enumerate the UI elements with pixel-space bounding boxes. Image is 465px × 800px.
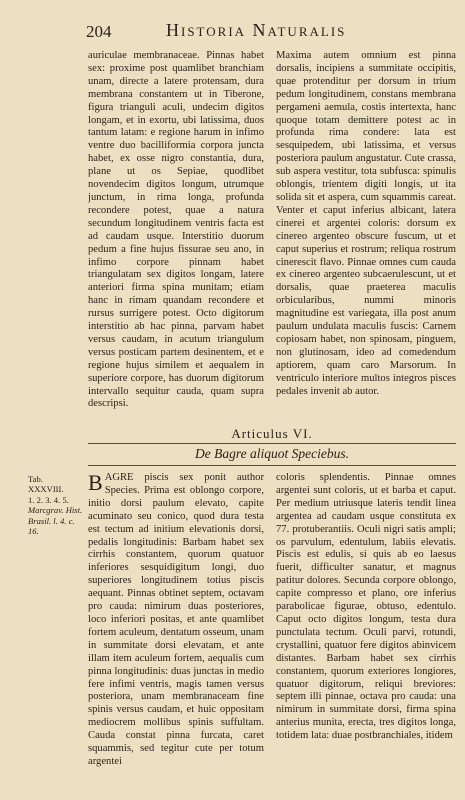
top-right-column xyxy=(276,50,456,422)
article-heading: Articulus VI. xyxy=(231,426,313,441)
running-title: Historia Naturalis xyxy=(166,20,347,40)
top-right-paragraph: Maxima autem omnium est pinna dorsalis, incipiens a summitate occipitis, quae protenditur per dorsum in trium pedum longitudinem, constans membrana pergameni aemula, costis intertexta, hanc quoque totam demittere potest ac in profunda rima condere: lata est sesquipedem, ubi latissima, et versus posteriora paulum angustatur. Cute crassa, sub aspera vestitur, tota subfusca: spinulis oblongis, trientem digiti longis, ut ita solida sit et aspera, cum squammis careat. Venter et caput inferius albicant, latera cinerei et argentei coloris: dorsum ex cinereo argenteo obscure fuscum, ut et caput superius et rostrum; reliqua rostrum cinerescit flavo. Pinnae omnes cum cauda ex cinereo argenteo subcaerulescunt, ut et dorsalis, quae praeterea maculis orbicularibus, nummi minoris magnitudine est variegata, illa post anum paulum undulata maculis fuscis: Carnem copiosam habet, non spinosam, pinguem, non glutinosam, ideo ad comedendum aptiorem, quam caro Marsorum. In ventriculo interiore multos integros pisces pedales invenit ab autor. xyxy=(276,50,456,397)
bottom-right-column xyxy=(276,472,456,788)
margin-note xyxy=(28,474,86,536)
margin-ref-label: Tab. xyxy=(28,474,43,484)
bottom-left-paragraph: AGRE piscis sex ponit author Species. Prima est oblongo corpore, initio dorsi paulum elevato, capite acuminato seu conico, quod dura testa est tectum ad initium elevationis dorsi, pedalis longitudinis: Barbam habet sex cirrhis constantem, quorum quatuor inferiores sesquidigitum longi, duo superiores longitudinem totius piscis aequant. Pinnas obtinet septem, octavam pro cauda: nimirum duas posteriores, loco inferiori positas, et ante quamlibet fortem aculeum, dentatum osseum, unam in summitate dorsi elevatam, et ante illam item aculeum fortem, aequalis cum pinna longitudinis: duas junctas in medio fere infimi ventris, magis tamen versus posteriora, unam membranaceam fine spinis versus caudam, et huic oppositam mediocrem mollibus spinis suffultam. Cauda constat pinna furcata, caret squammis, sed tegitur cute per totum argentei xyxy=(88,472,264,767)
top-left-column xyxy=(88,50,264,422)
heading-rule-bottom xyxy=(88,465,456,466)
margin-ref-number: XXXVIII. xyxy=(28,484,64,495)
bottom-left-column xyxy=(88,472,264,788)
margin-ref-figs: 1. 2. 3. 4. 5. xyxy=(28,494,69,505)
article-subheading: De Bagre aliquot Speciebus. xyxy=(195,446,349,461)
heading-rule-top xyxy=(88,443,456,444)
drop-cap: B xyxy=(88,472,103,495)
running-header xyxy=(0,20,465,46)
top-left-paragraph: auriculae membranaceae. Pinnas habet sex: proxime post quamlibet branchiam unam, directe a latere protensam, dura membrana constantem ut in Tiberone, figura trianguli aculi, undecim digitos longam, et in exortu, ubi latissima, duos tantum latam: e regione harum in infimo ventre duo bacilliformia corpora juncta habet, ex osse nigro constantia, dura, plane ut os Sepiae, quodlibet novendecim digitos longum, utrumque junctum, in rima longa, profunda recondere potest, quae a natura secundum longitudinem ventris facta est ad caudam usque. Interstitio duorum pedum a fine hujus fissurae seu ano, in infimo corpore pinnam habet triangulatam sex digitos longam, latere anteriori firma spina munitam; etiam hanc in rimam quandam recondere et rursus surrigere potest. Octo digitorum interstitio ab hac pinna, parvam habet versus caudam, in acutum triangulum versus posticam partem desinentem, et e regione hujus similem et aequalem in superiore corpore, has duorum digitorum intervallo sequitur cauda, quam supra descripsi. xyxy=(88,50,264,410)
margin-source: Marcgrav. Hist. Brasil. l. 4. c. 16. xyxy=(28,505,83,537)
bottom-right-paragraph: coloris splendentis. Pinnae omnes argentei sunt coloris, ut et barba et caput. Per medium utriusque lateris tendit linea argentea ad caudam usque constituta ex 77. protuberantiis. Oculi nigri satis ampli; os parvulum, edentulum, labiis elevatis. Piscis est edulis, si quis ab eo laesus fuerit, difficulter sanatur, et magnus patitur dolores. Secunda corpore oblongo, capite compresso et plano, ore inferius parabolicae figurae, obtuso, edentulo. Caput octo digitos longum, testa dura punctulata tectum. Oculi parvi, rotundi, crystallini, quatuor fere digitos abinvicem distantes. Barbam habet sex cirrhis constantem, quorum exteriores longiores, quatuor digitorum, reliqui breviores: septem illi pinnae, octava pro cauda: una nimirum in summitate dorsi, firma spina anterius munita, erecta, tres digitos longa, totidem lata: duae postbranchiales, itidem xyxy=(276,472,456,742)
page-number: 204 xyxy=(86,22,112,41)
